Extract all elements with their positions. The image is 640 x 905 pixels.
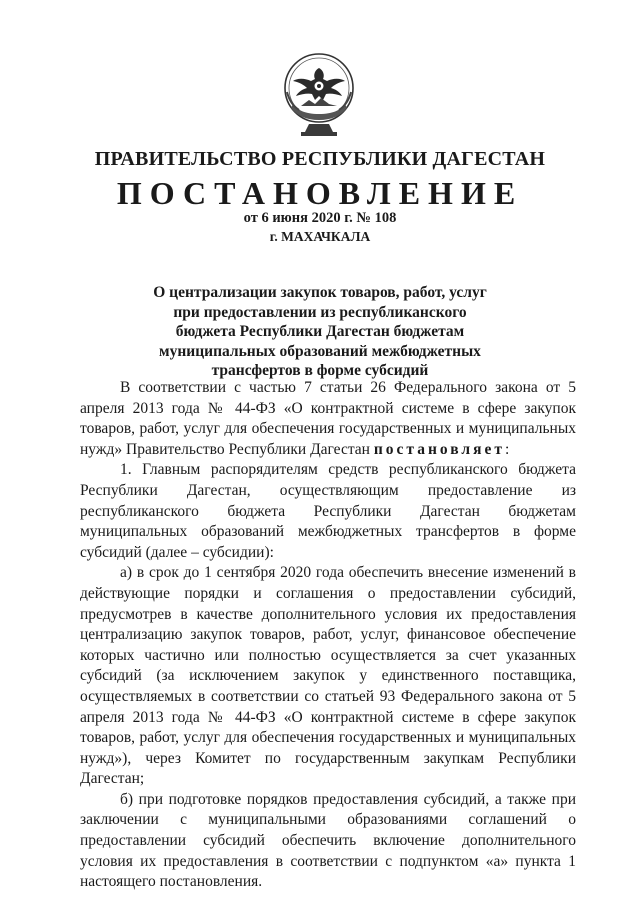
- subject-line: трансфертов в форме субсидий: [211, 362, 429, 379]
- document-type: ПОСТАНОВЛЕНИЕ: [116, 175, 524, 211]
- date-number: от 6 июня 2020 г. № 108: [243, 210, 397, 226]
- subject-line: муниципальных образований межбюджетных: [159, 342, 481, 360]
- subject-line: О централизации закупок товаров, работ, услуг: [153, 284, 487, 301]
- preamble-text: В соответствии с частью 7 статьи 26 Федерального закона от 5 апреля 2013 года № 44-ФЗ «О контрактной системе в сфере закупок товаров, работ, услуг для обеспечения государственных и муниципальных нужд» Правительство Республики Дагестан: [80, 379, 576, 458]
- item-1a: а) в срок до 1 сентября 2020 года обеспечить внесение изменений в действующие порядки и соглашения о предоставлении субсидий, предусмотрев в качестве дополнительного условия их предоставления централизацию закупок товаров, работ, услуг, финансовое обеспечение которых частично или полностью осуществляется за счет указанных субсидий (за исключением закупок у единственного поставщика, осуществляемых в соответствии со статьей 93 Федерального закона от 5 апреля 2013 года № 44-ФЗ «О контрактной системе в сфере закупок товаров, работ, услуг для обеспечения государственных и муниципальных нужд»), через Комитет по государственным закупкам Республики Дагестан;: [80, 564, 576, 788]
- decree-word: постановляет: [373, 440, 505, 458]
- subject-line: бюджета Республики Дагестан бюджетам: [175, 323, 465, 340]
- document-body: [80, 378, 576, 893]
- subject-line: при предоставлении из республиканского: [173, 303, 467, 321]
- coat-of-arms-icon: [271, 48, 367, 140]
- decree-colon: :: [505, 440, 510, 458]
- item-1b: б) при подготовке порядков предоставления субсидий, а также при заключении с муниципальными образованиями соглашений о предоставлении субсидий обеспечить включение дополнительного условия их предоставления в соответствии с подпунктом «а» пункта 1 настоящего постановления.: [80, 790, 576, 891]
- item-1: 1. Главным распорядителям средств республиканского бюджета Республики Дагестан, осуществляющим предоставление из республиканского бюджета Республики Дагестан бюджетам муниципальных образований межбюджетных трансфертов в форме субсидий (далее – субсидии):: [80, 461, 576, 561]
- government-title: ПРАВИТЕЛЬСТВО РЕСПУБЛИКИ ДАГЕСТАН: [94, 148, 546, 170]
- document-subject: [0, 283, 640, 381]
- city: г. МАХАЧКАЛА: [269, 229, 371, 244]
- preamble-paragraph: [80, 378, 576, 460]
